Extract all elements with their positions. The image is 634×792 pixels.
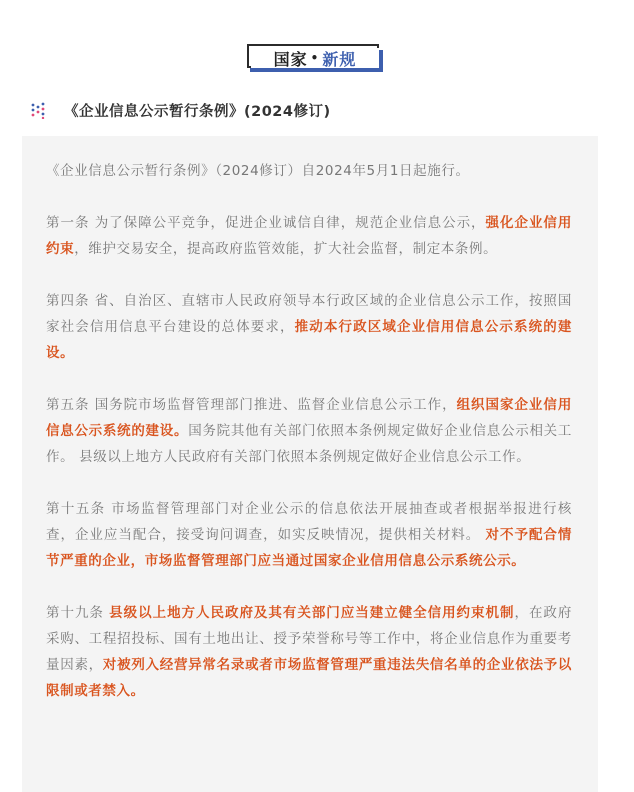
body-text: 第五条 国务院市场监督管理部门推进、监督企业信息公示工作， <box>46 397 457 413</box>
section-title: 《企业信息公示暂行条例》(2024修订) <box>64 103 331 120</box>
banner-text-part2: 新规 <box>322 49 357 69</box>
emphasis-text: 推动本行政区域企业信用信息公示系统的建设。 <box>46 319 572 361</box>
article-paragraph <box>46 392 572 470</box>
article-paragraph <box>46 496 572 574</box>
body-text: 第四条 省、自治区、直辖市人民政府领导本行政区域的企业信息公示工作，按照国家社会信用信息平台建设的总体要求， <box>46 293 572 335</box>
article-paragraph <box>46 600 572 704</box>
body-text: 第一条 为了保障公平竞争，促进企业诚信自律，规范企业信息公示， <box>46 215 486 231</box>
banner-frame <box>247 44 379 68</box>
emphasis-text: 组织国家企业信用信息公示系统的建设。 <box>46 397 572 439</box>
body-text: 国务院其他有关部门依照本条例规定做好企业信息公示相关工作。 县级以上地方人民政府有关部门依照本条例规定做好企业信息公示工作。 <box>46 423 573 465</box>
article-paragraph <box>46 288 572 366</box>
banner-label <box>251 48 379 68</box>
article-paragraph <box>46 210 572 262</box>
content-box <box>22 136 598 792</box>
emphasis-text: 对被列入经营异常名录或者市场监督管理严重违法失信名单的企业依法予以限制或者禁入。 <box>46 657 572 699</box>
banner-dot: • <box>310 51 320 65</box>
article-paragraph <box>46 158 572 184</box>
body-text: 第十五条 市场监督管理部门对企业公示的信息依法开展抽查或者根据举报进行核查，企业应当配合，接受询问调查，如实反映情况，提供相关材料。 <box>46 501 572 543</box>
section-heading <box>30 96 331 124</box>
body-text: ，在政府采购、工程招投标、国有土地出让、授予荣誉称号等工作中，将企业信息作为重要考量因素， <box>46 605 572 673</box>
body-text: 《企业信息公示暂行条例》（2024修订）自2024年5月1日起施行。 <box>46 163 470 179</box>
body-text: 第十九条 <box>46 605 110 621</box>
emphasis-text: 强化企业信用约束 <box>46 215 572 257</box>
emphasis-text: 对不予配合情节严重的企业，市场监督管理部门应当通过国家企业信用信息公示系统公示。 <box>46 527 572 569</box>
emphasis-text: 县级以上地方人民政府及其有关部门应当建立健全信用约束机制 <box>109 605 515 621</box>
body-text: ，维护交易安全，提高政府监管效能，扩大社会监督，制定本条例。 <box>74 241 498 257</box>
banner-text-part1: 国家 <box>273 49 308 69</box>
section-banner <box>247 44 383 72</box>
dots-grid-icon <box>30 101 48 119</box>
